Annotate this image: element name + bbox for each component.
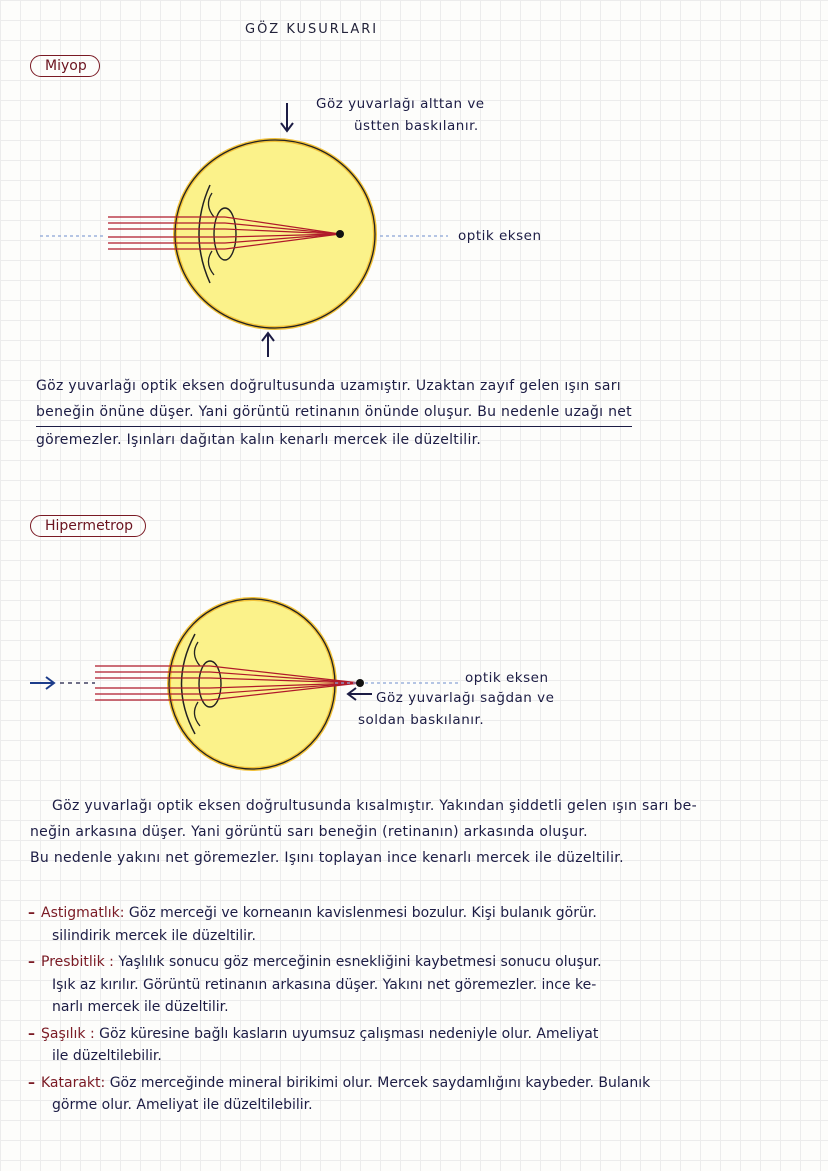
hipermetrop-side-note-line-2: soldan baskılanır. (358, 712, 485, 728)
definition-text: narlı mercek ile düzeltilir. (52, 999, 229, 1015)
miyop-eyeball (175, 140, 375, 328)
miyop-axis-label: optik eksen (458, 228, 542, 244)
definition-term: Şaşılık : (41, 1025, 95, 1042)
definition-presbitlik: – Presbitlik : Yaşlılık sonucu göz merceğinin esnekliğini kaybetmesi sonucu oluşur. Işık az kırılır. Görüntü retinanın arkasına düşer. Yakını net göremezler. ince ke- narlı mercek ile düzeltilir. (28, 951, 828, 1019)
definition-text: Işık az kırılır. Görüntü retinanın arkasına düşer. Yakını net göremezler. ince ke- (52, 976, 597, 993)
definition-text: Göz merceğinde mineral birikimi olur. Mercek saydamlığını kaybeder. Bulanık (109, 1074, 651, 1091)
hipermetrop-paragraph-line-2: neğin arkasına düşer. Yani görüntü sarı beneğin (retinanın) arkasında oluşur. (30, 824, 588, 840)
hipermetrop-heading-text: Hipermetrop (45, 518, 134, 534)
definition-term: Astigmatlık: (41, 905, 125, 921)
miyop-paragraph (36, 373, 632, 453)
down-arrow-icon (281, 103, 293, 131)
hipermetrop-paragraph (30, 793, 697, 871)
miyop-paragraph-line-1: Göz yuvarlağı optik eksen doğrultusunda uzamıştır. Uzaktan zayıf gelen ışın sarı (36, 378, 621, 394)
page-title: GÖZ KUSURLARI (245, 22, 379, 37)
definition-astigmatlik: – Astigmatlık: Göz merceği ve korneanın kavislenmesi bozulur. Kişi bulanık görür. silindirik mercek ile düzeltilir. (28, 902, 828, 947)
definition-term: Katarakt: (41, 1074, 106, 1091)
miyop-heading (30, 55, 100, 77)
hipermetrop-paragraph-line-1: Göz yuvarlağı optik eksen doğrultusunda kısalmıştır. Yakından şiddetli gelen ışın sarı be- (52, 798, 697, 814)
hipermetrop-eye-diagram (0, 590, 828, 780)
definition-katarakt: – Katarakt: Göz merceğinde mineral birikimi olur. Mercek saydamlığını kaybeder. Bulanık görme olur. Ameliyat ile düzeltilebilir. (28, 1072, 828, 1117)
miyop-paragraph-line-3: göremezler. Işınları dağıtan kalın kenarlı mercek ile düzeltilir. (36, 432, 482, 448)
miyop-top-note-line-1: Göz yuvarlağı alttan ve (316, 96, 485, 112)
miyop-paragraph-line-2: beneğin önüne düşer. Yani görüntü retinanın önünde oluşur. Bu nedenle uzağı net (36, 399, 632, 427)
definition-text: Yaşlılık sonucu göz merceğinin esnekliğini kaybetmesi sonucu oluşur. (118, 954, 602, 970)
hipermetrop-axis-label: optik eksen (465, 670, 549, 686)
hipermetrop-eyeball (169, 599, 335, 769)
miyop-lens (214, 208, 236, 260)
miyop-top-note-line-2: üstten baskılanır. (354, 118, 479, 134)
definition-term: Presbitlik : (41, 954, 114, 970)
hipermetrop-side-note (358, 687, 555, 731)
hipermetrop-focus-point (356, 679, 364, 687)
miyop-heading-text: Miyop (45, 58, 87, 74)
miyop-focus-point (336, 230, 344, 238)
definition-sasilik: – Şaşılık : Göz küresine bağlı kasların uyumsuz çalışması nedeniyle olur. Ameliyat ile düzeltilebilir. (28, 1023, 828, 1068)
up-arrow-icon (262, 333, 274, 357)
miyop-eye-diagram (0, 95, 828, 375)
hipermetrop-paragraph-line-3: Bu nedenle yakını net göremezler. Işını toplayan ince kenarlı mercek ile düzeltilir. (30, 850, 624, 866)
definition-text: silindirik mercek ile düzeltilir. (52, 927, 256, 944)
definitions-list (28, 902, 828, 1117)
definition-text: görme olur. Ameliyat ile düzeltilebilir. (52, 1097, 313, 1113)
left-arrow-icon (348, 688, 372, 700)
right-arrow-icon (30, 677, 54, 689)
hipermetrop-side-note-line-1: Göz yuvarlağı sağdan ve (376, 690, 555, 706)
definition-text: Göz küresine bağlı kasların uyumsuz çalışması nedeniyle olur. Ameliyat (99, 1025, 599, 1042)
definition-text: ile düzeltilebilir. (52, 1048, 162, 1064)
definition-text: Göz merceği ve korneanın kavislenmesi bozulur. Kişi bulanık görür. (128, 905, 597, 921)
hipermetrop-heading (30, 515, 146, 537)
